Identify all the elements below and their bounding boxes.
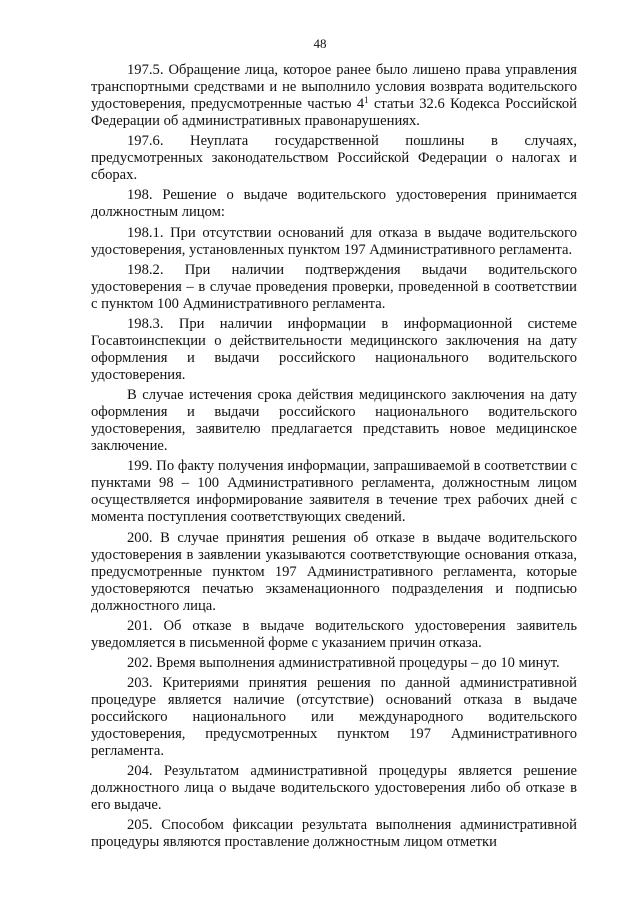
paragraph-200: 200. В случае принятия решения об отказе в выдаче водительского удостоверения в заявлении указываются соответствующие основания отказа, предусмотренные пунктом 197 Административного регламента, которые удостоверяются печатью экзаменационного подразделения и подписью должностного лица. <box>91 529 577 614</box>
paragraph-198-2: 198.2. При наличии подтверждения выдачи водительского удостоверения – в случае проведения проверки, проведенной в соответствии с пунктом 100 Административного регламента. <box>91 261 577 312</box>
page-number: 48 <box>313 36 327 51</box>
paragraph-198: 198. Решение о выдаче водительского удостоверения принимается должностным лицом: <box>91 187 577 221</box>
paragraph-198-3-continuation: В случае истечения срока действия медицинского заключения на дату оформления и выдачи российского национального водительского удостоверения, заявителю предлагается представить новое медицинское заключение. <box>91 387 577 455</box>
paragraph-198-1: 198.1. При отсутствии оснований для отказа в выдаче водительского удостоверения, установленных пунктом 197 Административного регламента. <box>91 224 577 258</box>
superscript-part-number: 1 <box>364 95 369 105</box>
paragraph-197-5: 197.5. Обращение лица, которое ранее было лишено права управления транспортными средствами и не выполнило условия возврата водительского удостоверения, предусмотренные частью $4^1$ статьи 32.6 Кодекса Российской Федерации об административных правонарушениях. <box>91 62 577 129</box>
paragraph-202: 202. Время выполнения административной процедуры – до 10 минут. <box>127 654 560 671</box>
paragraph-199: 199. По факту получения информации, запрашиваемой в соответствии с пунктами 98 – 100 Административного регламента, должностным лицом осуществляется информирование заявителя в течение трех рабочих дней с момента поступления соответствующих сведений. <box>91 458 577 526</box>
paragraph-201: 201. Об отказе в выдаче водительского удостоверения заявитель уведомляется в письменной форме с указанием причин отказа. <box>91 617 577 651</box>
paragraph-203: 203. Критериями принятия решения по данной административной процедуре является наличие (отсутствие) оснований отказа в выдаче российского национального или международного водительского удостоверения, предусмотренных пунктом 197 Административного регламента. <box>91 675 577 760</box>
paragraph-198-3: 198.3. При наличии информации в информационной системе Госавтоинспекции о действительности медицинского заключения на дату оформления и выдачи российского национального водительского удостоверения. <box>91 315 577 383</box>
paragraph-204: 204. Результатом административной процедуры является решение должностного лица о выдаче водительского удостоверения либо об отказе в его выдаче. <box>91 763 577 814</box>
document-body <box>91 62 577 855</box>
paragraph-197-6: 197.6. Неуплата государственной пошлины в случаях, предусмотренных законодательством Российской Федерации о налогах и сборах. <box>91 133 577 184</box>
paragraph-205: 205. Способом фиксации результата выполнения административной процедуры являются проставление должностным лицом отметки <box>91 817 577 851</box>
